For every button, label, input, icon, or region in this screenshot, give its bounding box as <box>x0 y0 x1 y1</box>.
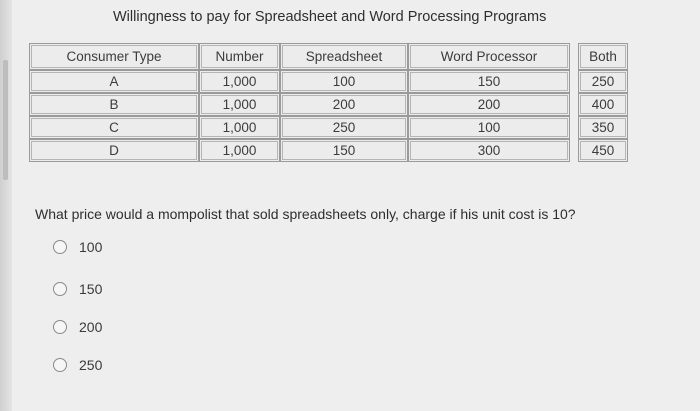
willingness-to-pay-table <box>29 43 628 162</box>
column-gap <box>570 116 578 139</box>
table-row <box>29 139 628 162</box>
option-label: 200 <box>79 319 103 335</box>
header-cell-number: Number <box>199 43 280 70</box>
cell-both: 350 <box>578 116 628 139</box>
cell-spreadsheet: 200 <box>280 93 408 116</box>
cell-spreadsheet: 100 <box>280 70 408 93</box>
header-cell-consumer-type: Consumer Type <box>29 43 199 70</box>
column-gap <box>570 70 578 93</box>
cell-both: 400 <box>578 93 628 116</box>
cell-consumer-type: B <box>29 93 199 116</box>
radio-button[interactable] <box>53 282 67 296</box>
scroll-indicator <box>3 60 8 180</box>
cell-spreadsheet: 150 <box>280 139 408 162</box>
radio-button[interactable] <box>53 240 67 254</box>
cell-consumer-type: D <box>29 139 199 162</box>
table-row <box>29 70 628 93</box>
header-cell-word-processor: Word Processor <box>408 43 570 70</box>
cell-number: 1,000 <box>199 93 280 116</box>
column-gap <box>570 43 578 70</box>
table-header-row <box>29 43 628 70</box>
header-cell-spreadsheet: Spreadsheet <box>280 43 408 70</box>
cell-word-processor: 300 <box>408 139 570 162</box>
cell-number: 1,000 <box>199 139 280 162</box>
cell-number: 1,000 <box>199 116 280 139</box>
question-text: What price would a mompolist that sold spreadsheets only, charge if his unit cost is 10? <box>35 206 576 222</box>
radio-button[interactable] <box>53 358 67 372</box>
table-title: Willingness to pay for Spreadsheet and Word Processing Programs <box>113 9 547 25</box>
table-row <box>29 93 628 116</box>
left-edge-strip <box>0 0 12 411</box>
table-row <box>29 116 628 139</box>
option-label: 150 <box>79 281 103 297</box>
answer-option-150[interactable] <box>53 281 102 297</box>
cell-word-processor: 150 <box>408 70 570 93</box>
option-label: 100 <box>79 239 103 255</box>
cell-number: 1,000 <box>199 70 280 93</box>
cell-consumer-type: A <box>29 70 199 93</box>
option-label: 250 <box>79 357 103 373</box>
column-gap <box>570 93 578 116</box>
cell-word-processor: 100 <box>408 116 570 139</box>
cell-word-processor: 200 <box>408 93 570 116</box>
answer-option-200[interactable] <box>53 319 102 335</box>
column-gap <box>570 139 578 162</box>
cell-both: 250 <box>578 70 628 93</box>
answer-option-250[interactable] <box>53 357 102 373</box>
radio-button[interactable] <box>53 320 67 334</box>
answer-option-100[interactable] <box>53 239 102 255</box>
cell-both: 450 <box>578 139 628 162</box>
header-cell-both: Both <box>578 43 628 70</box>
cell-consumer-type: C <box>29 116 199 139</box>
cell-spreadsheet: 250 <box>280 116 408 139</box>
